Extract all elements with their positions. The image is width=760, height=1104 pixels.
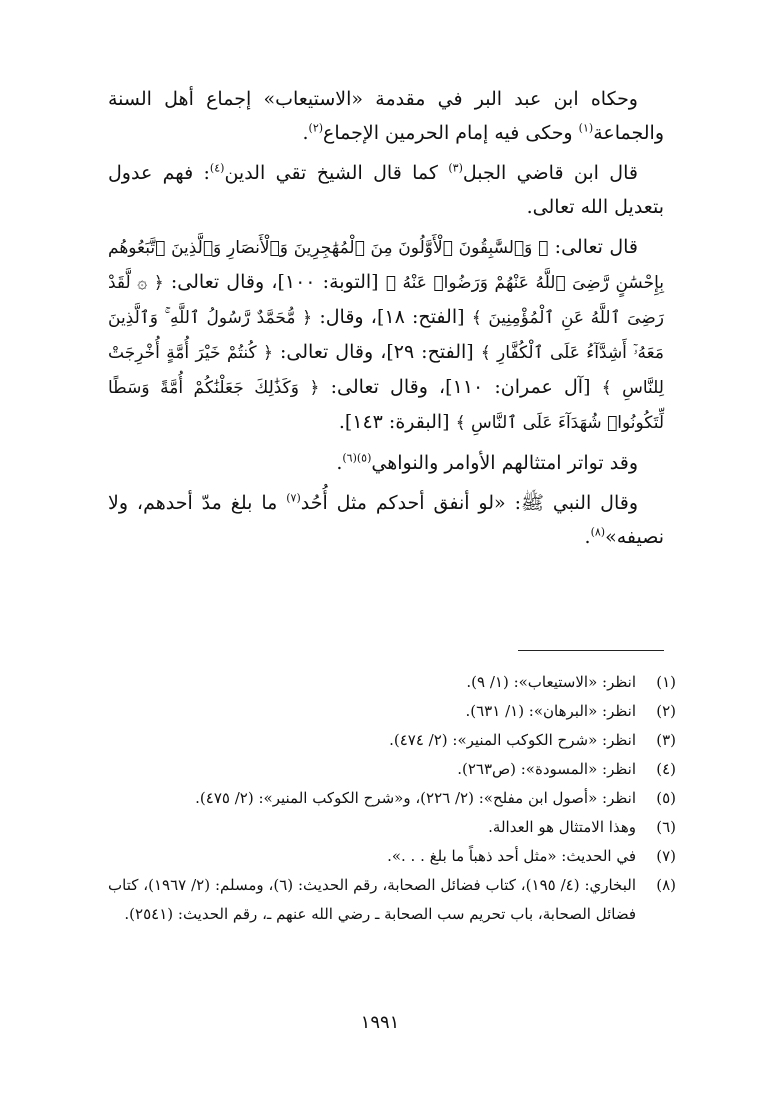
quran-verse-fath-18: ﴿ ۞ لَّقَدْ رَضِىَ ٱللَّهُ عَنِ ٱلْمُؤْمِنِينَ ﴾	[108, 273, 664, 328]
footnote-number: (٢)	[656, 702, 676, 720]
footnote-number: (٦)	[656, 818, 676, 836]
footnote-ref-3[interactable]: (٣)	[448, 161, 463, 175]
verse-ref-fath-29: [الفتح: ٢٩]، وقال تعالى:	[272, 341, 481, 363]
footnote-ref-2[interactable]: (٢)	[308, 121, 324, 135]
qadi-jabal-text-c: : فهم عدول بتعديل الله تعالى.	[108, 162, 664, 218]
footnote-ref-8[interactable]: (٨)	[590, 525, 606, 539]
footnote-text: وهذا الامتثال هو العدالة.	[488, 818, 636, 836]
main-text	[108, 82, 664, 554]
paragraph-ijma	[108, 82, 664, 150]
ijma-line-2: وحكى فيه إمام الحرمين الإجماع	[323, 122, 573, 144]
quran-verse-fath-29: ﴿ مُّحَمَّدٌ رَّسُولُ ٱللَّهِ ۚ وَٱلَّذِينَ مَعَهُۥٓ أَشِدَّآءُ عَلَى ٱلْكُفَّارِ ﴾	[108, 308, 664, 363]
footnote-text: انظر: «أصول ابن مفلح»: (٢/ ٢٢٦)، و«شرح الكوكب المنير»: (٢/ ٤٧٥).	[195, 789, 636, 807]
footnote-number: (٥)	[656, 789, 676, 807]
footnote-text: انظر: «شرح الكوكب المنير»: (٢/ ٤٧٤).	[389, 731, 636, 749]
paragraph-qadi-jabal	[108, 156, 664, 224]
footnote-item	[108, 755, 676, 784]
quran-verse-al-imran: ﴿ كُنتُمْ خَيْرَ أُمَّةٍ أُخْرِجَتْ لِلنَّاسِ ﴾	[108, 343, 664, 398]
tawatur-end: .	[336, 452, 343, 474]
paragraph-quran-verses	[108, 230, 664, 440]
footnote-text: انظر: «المسودة»: (ص٢٦٣).	[457, 760, 636, 778]
page-number: ١٩٩١	[360, 1012, 400, 1033]
footnote-text: في الحديث: «مثل أحد ذهباً ما بلغ . . .».	[387, 847, 636, 865]
ijma-end: .	[302, 122, 309, 144]
footnote-number: (٨)	[656, 876, 676, 894]
footnote-number: (٣)	[656, 731, 676, 749]
footnote-item	[108, 784, 676, 813]
qadi-jabal-text-a: قال ابن قاضي الجبل	[462, 162, 638, 184]
qadi-jabal-text-b: كما قال الشيخ تقي الدين	[224, 162, 449, 184]
verse-ref-fath-18: [الفتح: ١٨]، وقال:	[312, 306, 472, 328]
hadith-end: .	[584, 526, 591, 548]
footnote-item	[108, 668, 676, 697]
footnote-item	[108, 697, 676, 726]
hadith-text-a: وقال النبي ﷺ: «لو أنفق أحدكم مثل أُحُد	[300, 492, 638, 514]
footnote-text: البخاري: (٤/ ١٩٥)، كتاب فضائل الصحابة، رقم الحديث: (٦)، ومسلم: (٢/ ١٩٦٧)، كتاب فضائل الصحابة، باب تحريم سب الصحابة ـ رضي الله عنهم ـ، رقم الحديث: (٢٥٤١).	[108, 876, 637, 923]
hadith-text-b: ما بلغ مدّ أحدهم، ولا نصيفه»	[108, 492, 664, 548]
footnote-ref-7[interactable]: (٧)	[286, 491, 301, 505]
paragraph-hadith	[108, 486, 664, 554]
verse-ref-tawba: [التوبة: ١٠٠]، وقال تعالى:	[163, 271, 386, 293]
verse-ref-al-imran: [آل عمران: ١١٠]، وقال تعالى:	[319, 376, 602, 398]
footnote-ref-5-6[interactable]: (٥)(٦)	[342, 451, 372, 465]
footnotes-section	[108, 668, 676, 929]
footnote-number: (٧)	[656, 847, 676, 865]
footnote-item	[108, 871, 676, 929]
footnote-ref-4[interactable]: (٤)	[209, 161, 225, 175]
footnote-number: (١)	[656, 673, 676, 691]
ijma-line-1: وحكاه ابن عبد البر في مقدمة «الاستيعاب» إجماع أهل السنة والجماعة	[108, 88, 664, 144]
footnote-separator	[518, 650, 664, 651]
footnote-text: انظر: «البرهان»: (١/ ٦٣١).	[465, 702, 636, 720]
verse-ref-baqara: [البقرة: ١٤٣].	[338, 411, 456, 433]
footnote-number: (٤)	[656, 760, 676, 778]
footnote-item	[108, 726, 676, 755]
quran-verse-baqara: ﴿ وَكَذَٰلِكَ جَعَلْنَٰكُمْ أُمَّةً وَسَطًا لِّتَكُونُوا۟ شُهَدَآءَ عَلَى ٱلنَّاسِ ﴾	[108, 378, 664, 433]
footnote-item	[108, 813, 676, 842]
footnote-ref-1[interactable]: (١)	[578, 121, 594, 135]
footnote-text: انظر: «الاستيعاب»: (١/ ٩).	[466, 673, 636, 691]
paragraph-tawatur	[108, 446, 664, 480]
tawatur-text: وقد تواتر امتثالهم الأوامر والنواهي	[371, 452, 638, 474]
footnote-item	[108, 842, 676, 871]
quran-verse-tawba: ﴿ وَٱلسَّٰبِقُونَ ٱلْأَوَّلُونَ مِنَ ٱلْمُهَٰجِرِينَ وَٱلْأَنصَارِ وَٱلَّذِينَ ٱتَّبَعُوهُم بِإِحْسَٰنٍ رَّضِىَ ٱللَّهُ عَنْهُمْ وَرَضُوا۟ عَنْهُ ﴾	[108, 238, 665, 293]
verses-intro: قال تعالى:	[548, 236, 638, 258]
